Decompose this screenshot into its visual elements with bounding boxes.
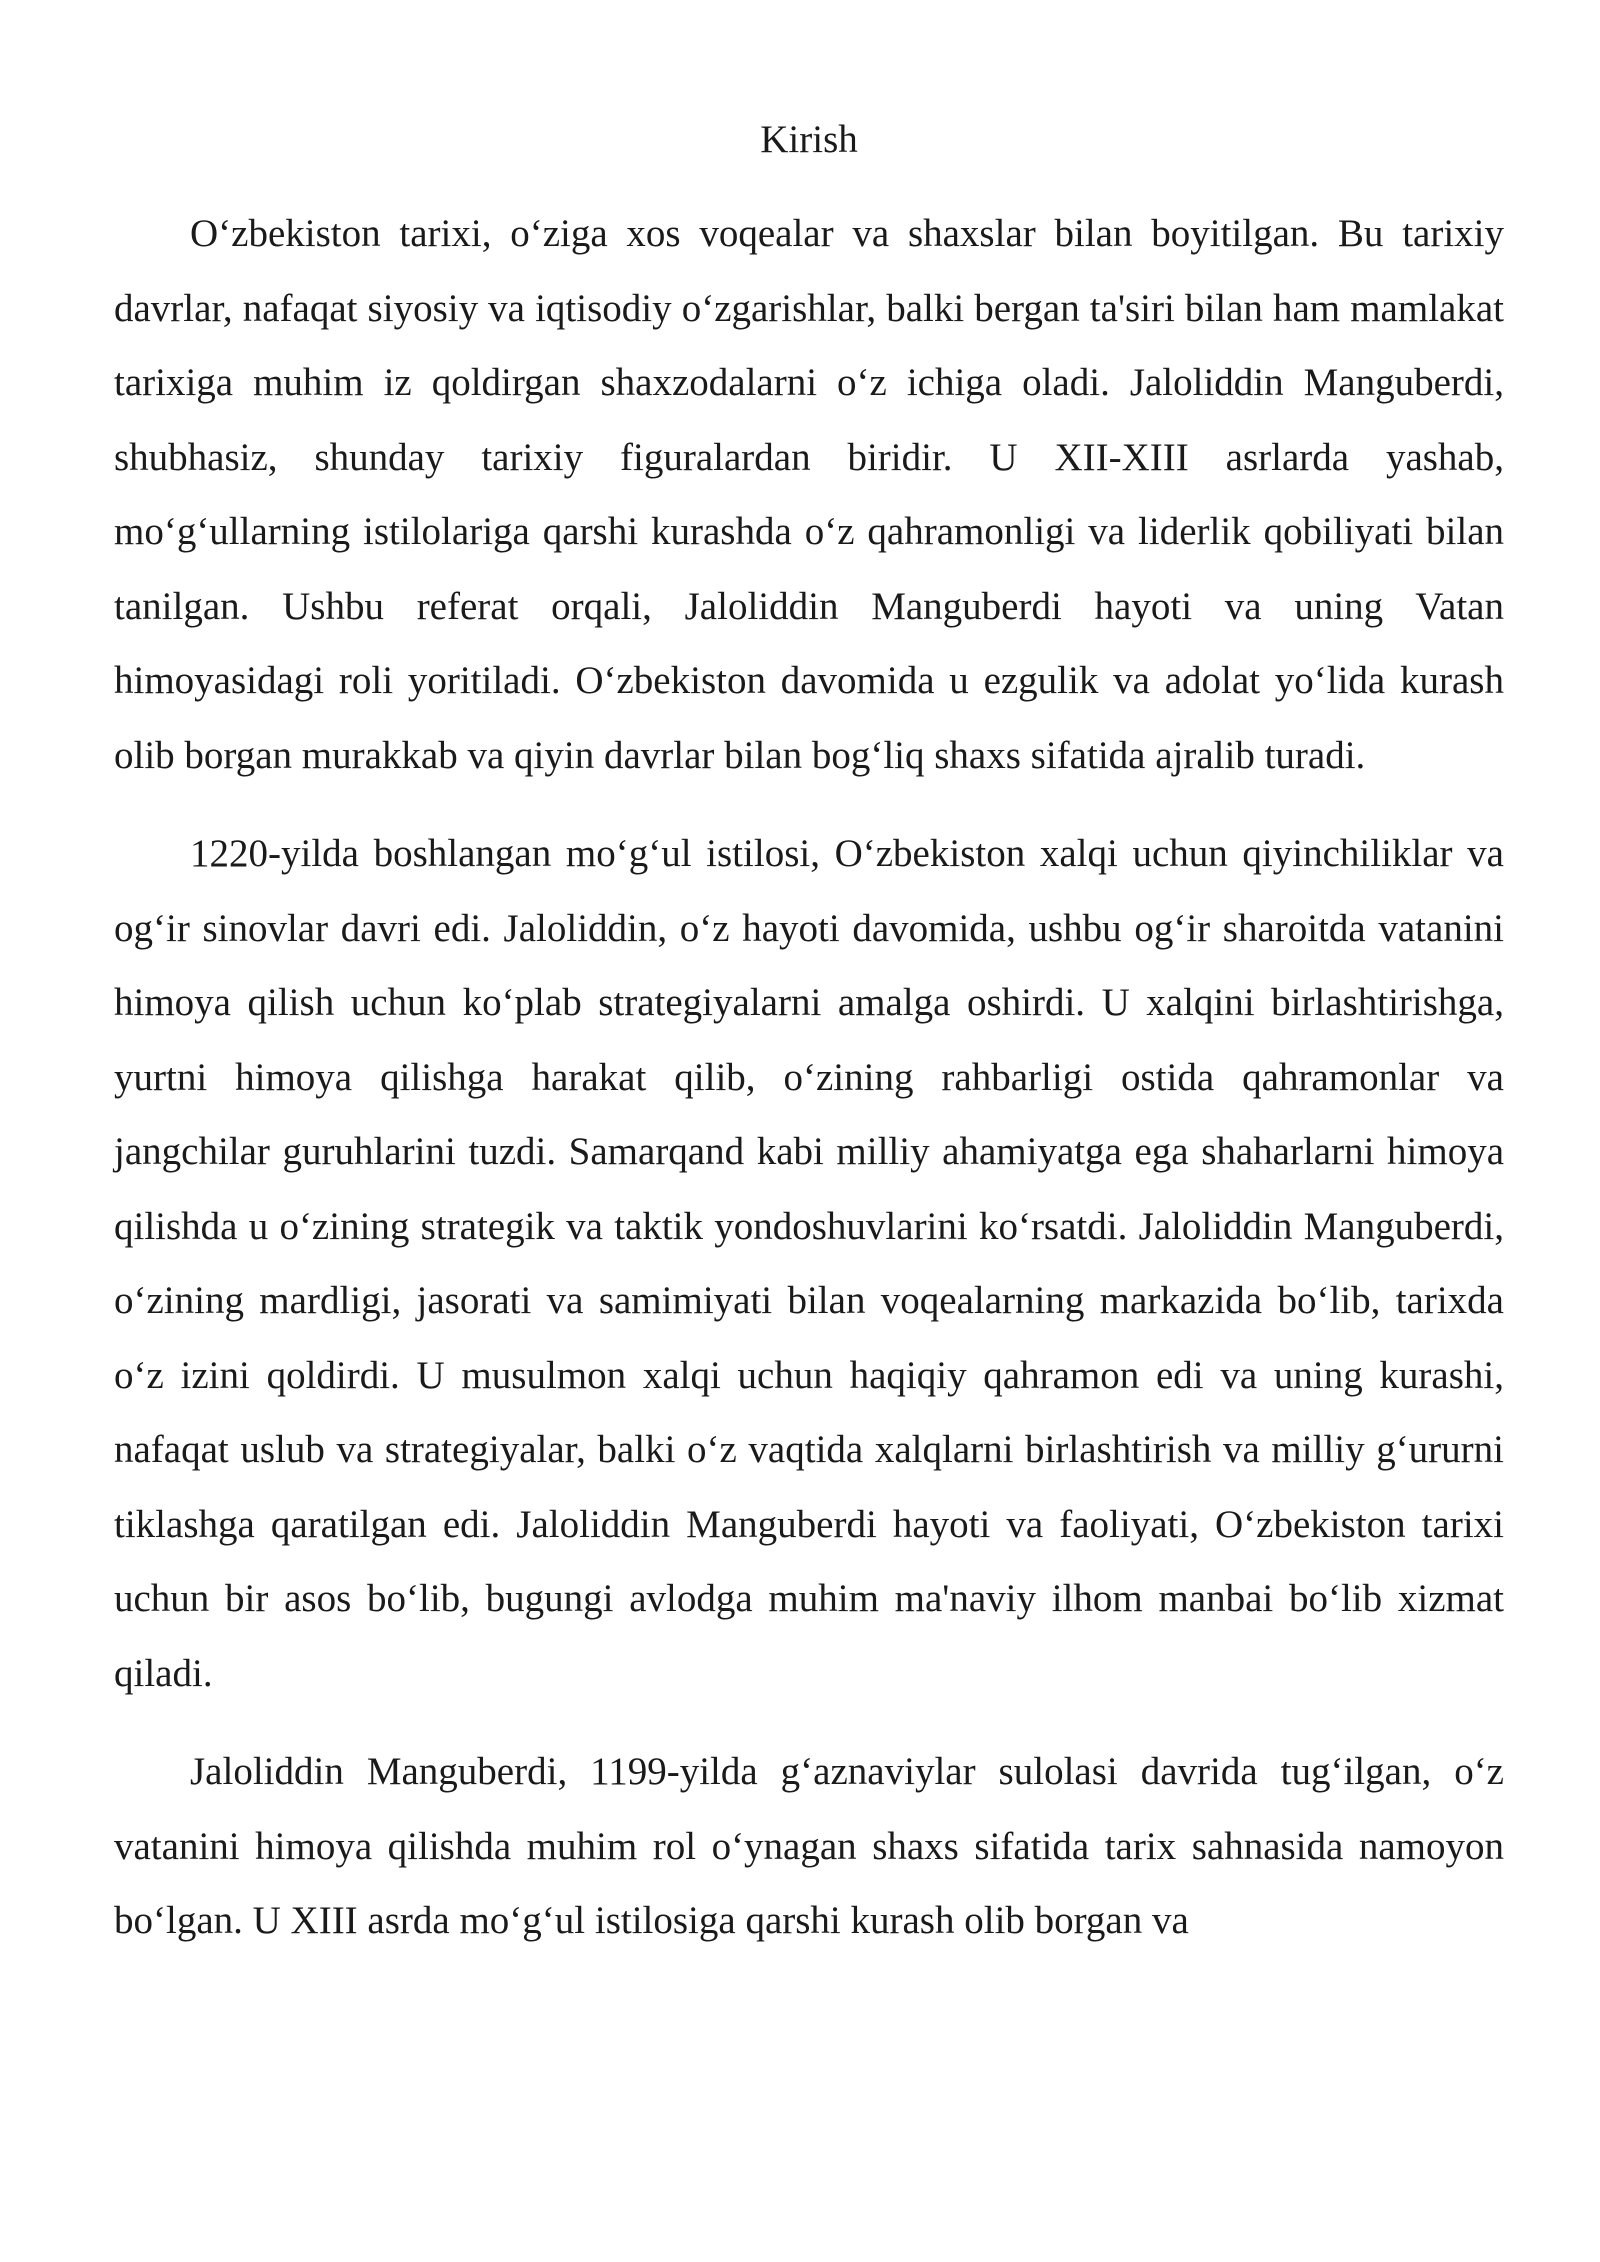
paragraph-biography-start: Jaloliddin Manguberdi, 1199-yilda g‘aznaviylar sulolasi davrida tug‘ilgan, o‘z vatanini himoya qilishda muhim rol o‘ynagan shaxs sifatida tarix sahnasida namoyon bo‘lgan. U XIII asrda mo‘g‘ul istilosiga qarshi kurash olib borgan va xyxy=(114,1750,1504,1942)
paragraph-mongol-invasion: 1220-yilda boshlangan mo‘g‘ul istilosi, O‘zbekiston xalqi uchun qiyinchiliklar va og‘ir sinovlar davri edi. Jaloliddin, o‘z hayoti davomida, ushbu og‘ir sharoitda vatanini himoya qilish uchun ko‘plab strategiyalarni amalga oshirdi. U xalqini birlashtirishga, yurtni himoya qilishga harakat qilib, o‘zining rahbarligi ostida qahramonlar va jangchilar guruhlarini tuzdi. Samarqand kabi milliy ahamiyatga ega shaharlarni himoya qilishda u o‘zining strategik va taktik yondoshuvlarini ko‘rsatdi. Jaloliddin Manguberdi, o‘zining mardligi, jasorati va samimiyati bilan voqealarning markazida bo‘lib, tarixda o‘z izini qoldirdi. U musulmon xalqi uchun haqiqiy qahramon edi va uning kurashi, nafaqat uslub va strategiyalar, balki o‘z vaqtida xalqlarni birlashtirish va milliy g‘ururni tiklashga qaratilgan edi. Jaloliddin Manguberdi hayoti va faoliyati, O‘zbekiston tarixi uchun bir asos bo‘lib, bugungi avlodga muhim ma'naviy ilhom manbai bo‘lib xizmat qiladi. xyxy=(114,832,1504,1695)
document-body xyxy=(114,108,1504,1983)
document-title: Kirish xyxy=(760,118,858,161)
paragraph-introduction: O‘zbekiston tarixi, o‘ziga xos voqealar va shaxslar bilan boyitilgan. Bu tarixiy davrlar, nafaqat siyosiy va iqtisodiy o‘zgarishlar, balki bergan ta'siri bilan ham mamlakat tarixiga muhim iz qoldirgan shaxzodalarni o‘z ichiga oladi. Jaloliddin Manguberdi, shubhasiz, shunday tarixiy figuralardan biridir. U XII-XIII asrlarda yashab, mo‘g‘ullarning istilolariga qarshi kurashda o‘z qahramonligi va liderlik qobiliyati bilan tanilgan. Ushbu referat orqali, Jaloliddin Manguberdi hayoti va uning Vatan himoyasidagi roli yoritiladi. O‘zbekiston davomida u ezgulik va adolat yo‘lida kurash olib borgan murakkab va qiyin davrlar bilan bog‘liq shaxs sifatida ajralib turadi. xyxy=(114,212,1504,777)
